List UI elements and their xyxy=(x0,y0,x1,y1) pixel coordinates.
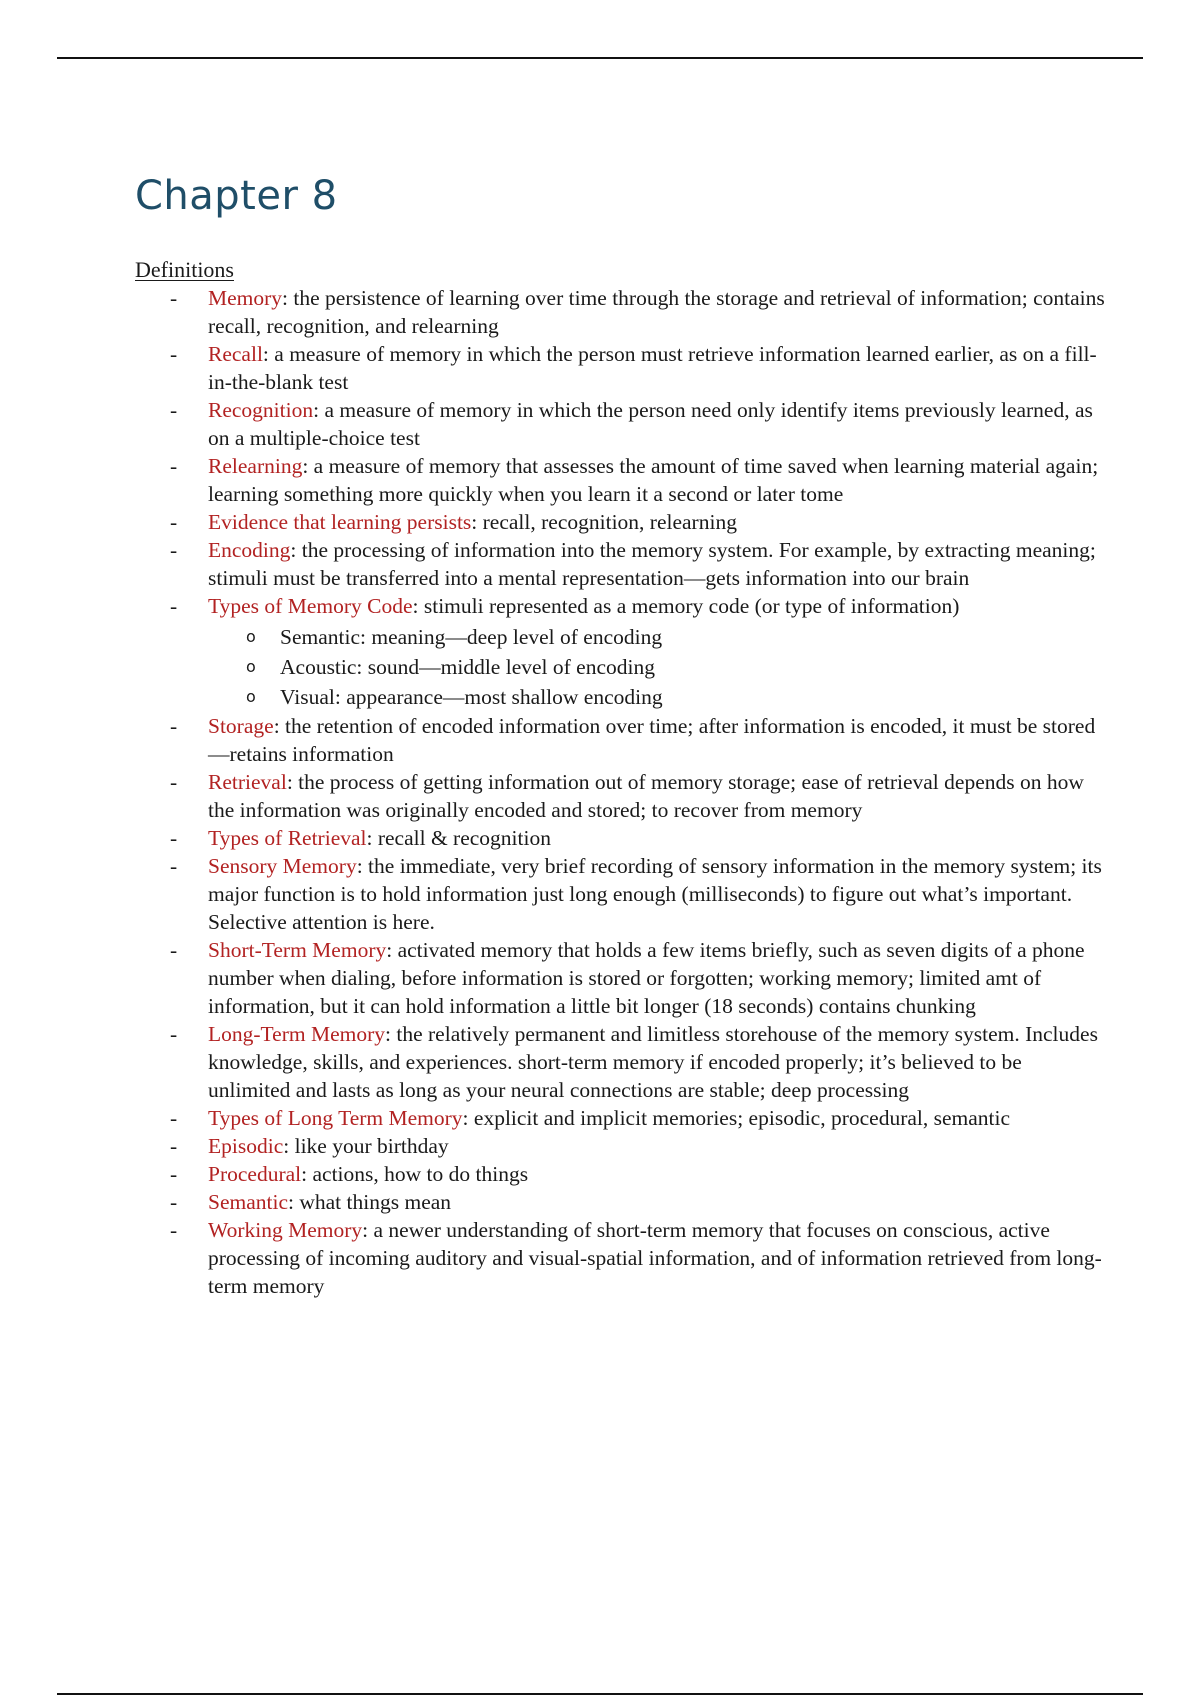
definition-text: : the persistence of learning over time through the storage and retrieval of information; contains recall, recognition, and relearning xyxy=(208,286,1105,338)
definition-text: : activated memory that holds a few items briefly, such as seven digits of a phone number when dialing, before information is stored or forgotten; working memory; limited amt of information, but it can hold information a little bit longer (18 seconds) contains chunking xyxy=(208,938,1085,1018)
definition-term: Evidence that learning persists xyxy=(208,510,472,534)
definition-text: : recall & recognition xyxy=(366,826,551,850)
definition-text: : the processing of information into the memory system. For example, by extracting meaning; stimuli must be transferred into a mental representation—gets information into our brain xyxy=(208,538,1096,590)
dash-bullet: - xyxy=(170,826,178,850)
definition-text: : the retention of encoded information over time; after information is encoded, it must be stored—retains information xyxy=(208,714,1096,766)
definition-text: : stimuli represented as a memory code (or type of information) xyxy=(412,594,960,618)
sub-item-semantic-code xyxy=(208,622,1108,652)
definition-semantic xyxy=(168,1188,1108,1216)
sub-item-visual-code xyxy=(208,682,1108,712)
definition-term: Types of Long Term Memory xyxy=(208,1106,463,1130)
dash-bullet: - xyxy=(170,454,178,478)
definition-term: Relearning xyxy=(208,454,303,478)
dash-bullet: - xyxy=(170,538,178,562)
definition-term: Working Memory xyxy=(208,1218,363,1242)
definition-text: : explicit and implicit memories; episodic, procedural, semantic xyxy=(462,1106,1011,1130)
definition-types-of-memory-code xyxy=(168,592,1108,712)
definition-episodic xyxy=(168,1132,1108,1160)
definition-short-term-memory xyxy=(168,936,1108,1020)
dash-bullet: - xyxy=(170,398,178,422)
definition-encoding xyxy=(168,536,1108,592)
definition-text: : actions, how to do things xyxy=(301,1162,529,1186)
sub-item-text: Visual: appearance—most shallow encoding xyxy=(280,685,663,709)
definition-term: Short-Term Memory xyxy=(208,938,387,962)
definition-types-of-retrieval xyxy=(168,824,1108,852)
dash-bullet: - xyxy=(170,854,178,878)
memory-code-sublist xyxy=(208,622,1108,712)
definition-text: : the process of getting information out of memory storage; ease of retrieval depends on how the information was originally encoded and stored; to recover from memory xyxy=(208,770,1084,822)
circle-bullet-icon: o xyxy=(246,657,256,676)
definition-recognition xyxy=(168,396,1108,452)
definition-sensory-memory xyxy=(168,852,1108,936)
definition-evidence-learning-persists xyxy=(168,508,1108,536)
definition-term: Retrieval xyxy=(208,770,287,794)
dash-bullet: - xyxy=(170,1218,178,1242)
definition-working-memory xyxy=(168,1216,1108,1300)
definition-text: : a measure of memory in which the person must retrieve information learned earlier, as on a fill-in-the-blank test xyxy=(208,342,1097,394)
circle-bullet-icon: o xyxy=(246,627,256,646)
definition-retrieval xyxy=(168,768,1108,824)
definition-term: Encoding xyxy=(208,538,291,562)
definition-text: : a measure of memory in which the person need only identify items previously learned, as on a multiple-choice test xyxy=(208,398,1093,450)
sub-item-text: Acoustic: sound—middle level of encoding xyxy=(280,655,655,679)
dash-bullet: - xyxy=(170,1106,178,1130)
definition-storage xyxy=(168,712,1108,768)
definition-term: Types of Retrieval xyxy=(208,826,367,850)
dash-bullet: - xyxy=(170,594,178,618)
definition-text: : the immediate, very brief recording of sensory information in the memory system; its major function is to hold information just long enough (milliseconds) to figure out what’s important. Selective attention is here. xyxy=(208,854,1102,934)
definition-term: Episodic xyxy=(208,1134,284,1158)
definition-term: Semantic xyxy=(208,1190,289,1214)
definition-text: : a newer understanding of short-term memory that focuses on conscious, active processing of incoming auditory and visual-spatial information, and of information retrieved from long-term memory xyxy=(208,1218,1102,1298)
definition-term: Procedural xyxy=(208,1162,302,1186)
definition-text: : a measure of memory that assesses the amount of time saved when learning material again; learning something more quickly when you learn it a second or later tome xyxy=(208,454,1099,506)
section-heading-definitions: Definitions xyxy=(135,257,234,282)
definition-procedural xyxy=(168,1160,1108,1188)
dash-bullet: - xyxy=(170,938,178,962)
dash-bullet: - xyxy=(170,1190,178,1214)
definition-text: : the relatively permanent and limitless storehouse of the memory system. Includes knowledge, skills, and experiences. short-term memory if encoded properly; it’s believed to be unlimited and lasts as long as your neural connections are stable; deep processing xyxy=(208,1022,1098,1102)
definition-types-of-long-term-memory xyxy=(168,1104,1108,1132)
dash-bullet: - xyxy=(170,510,178,534)
page-title: Chapter 8 xyxy=(135,173,338,219)
definition-term: Recognition xyxy=(208,398,314,422)
definition-term: Memory xyxy=(208,286,283,310)
dash-bullet: - xyxy=(170,1022,178,1046)
dash-bullet: - xyxy=(170,714,178,738)
definition-relearning xyxy=(168,452,1108,508)
dash-bullet: - xyxy=(170,342,178,366)
definition-text: : recall, recognition, relearning xyxy=(471,510,737,534)
sub-item-acoustic-code xyxy=(208,652,1108,682)
definition-memory xyxy=(168,284,1108,340)
dash-bullet: - xyxy=(170,286,178,310)
bottom-rule xyxy=(57,1693,1143,1695)
circle-bullet-icon: o xyxy=(246,687,256,706)
definition-term: Types of Memory Code xyxy=(208,594,413,618)
definition-term: Storage xyxy=(208,714,274,738)
dash-bullet: - xyxy=(170,770,178,794)
definition-term: Sensory Memory xyxy=(208,854,357,878)
definition-text: : what things mean xyxy=(288,1190,452,1214)
definitions-list xyxy=(168,284,1108,1300)
definition-long-term-memory xyxy=(168,1020,1108,1104)
definition-term: Long-Term Memory xyxy=(208,1022,386,1046)
sub-item-text: Semantic: meaning—deep level of encoding xyxy=(280,625,663,649)
dash-bullet: - xyxy=(170,1162,178,1186)
definition-term: Recall xyxy=(208,342,263,366)
definition-text: : like your birthday xyxy=(283,1134,449,1158)
top-rule xyxy=(57,57,1143,59)
definition-recall xyxy=(168,340,1108,396)
dash-bullet: - xyxy=(170,1134,178,1158)
